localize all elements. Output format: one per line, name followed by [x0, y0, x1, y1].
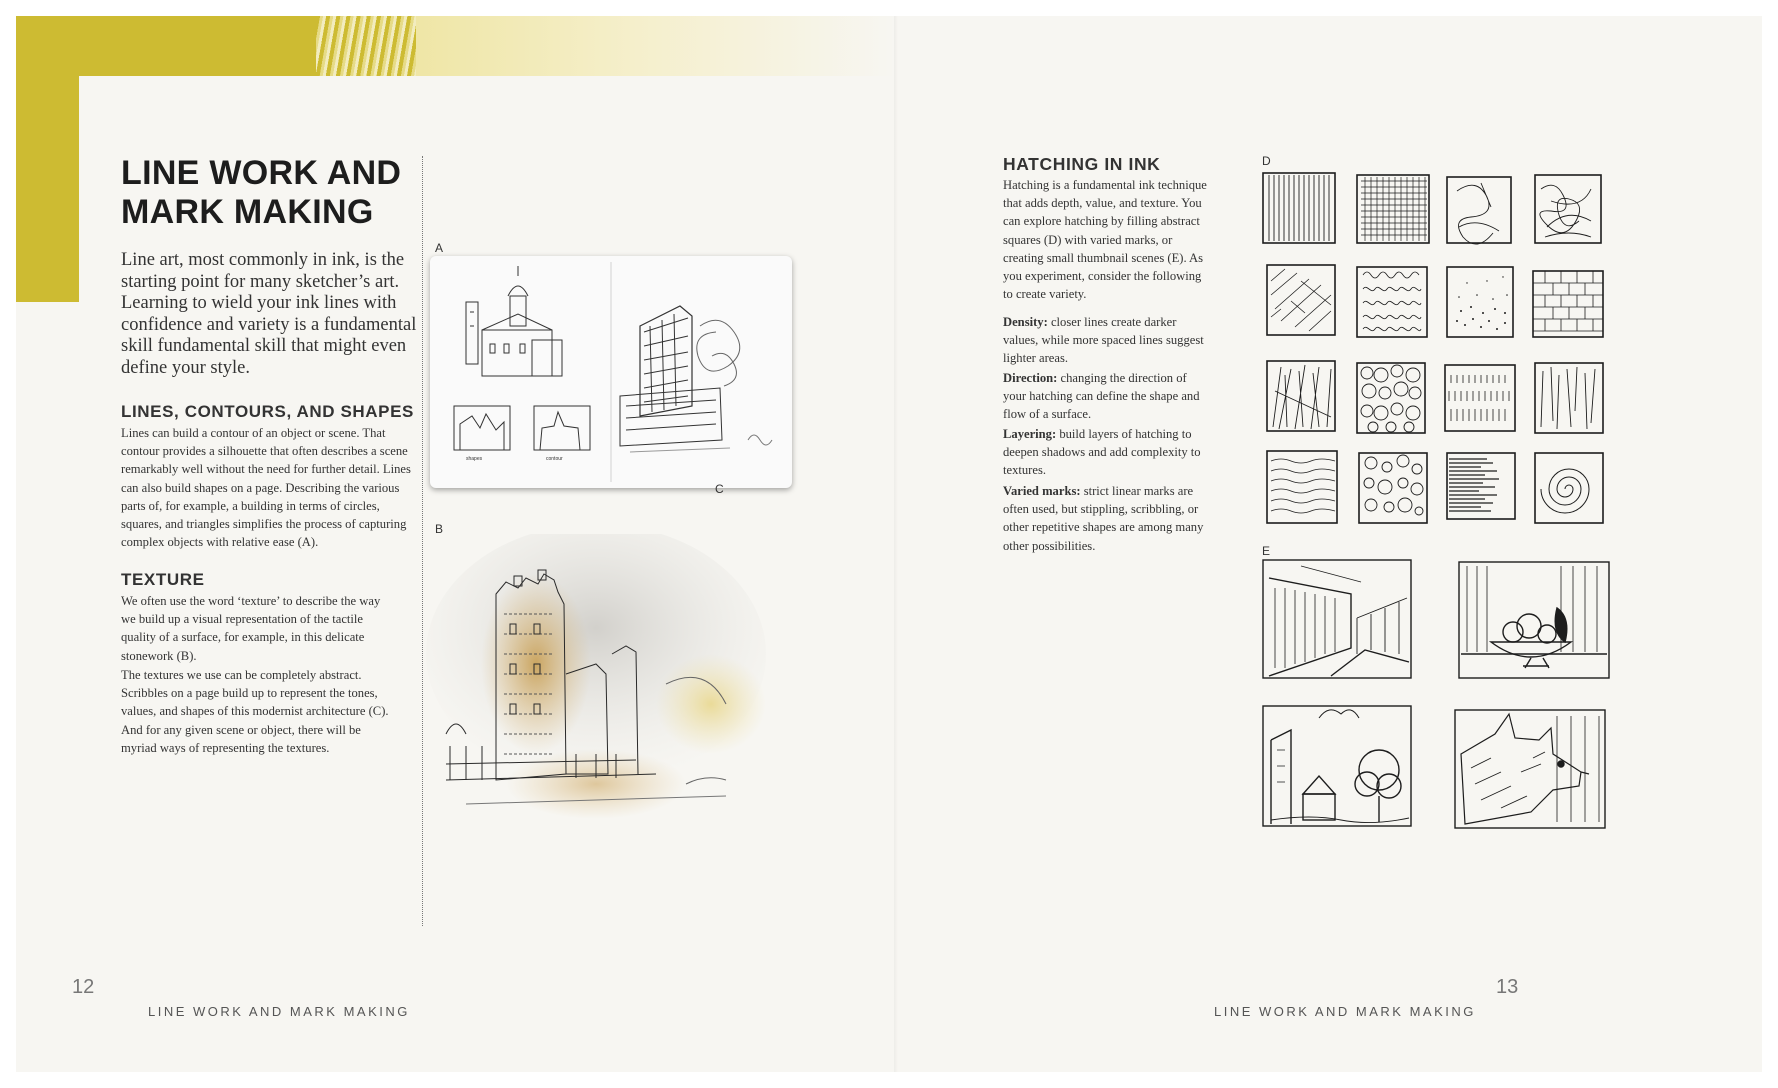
section-body-texture-1: We often use the word ‘texture’ to describe the way we build up a visual representation of the tactile quality of a surface, for example, in this delicate stonework (B). [121, 594, 381, 663]
accent-fade [416, 16, 896, 76]
text-layering: build layers of hatching to deepen shadows and add complexity to textures. [1003, 427, 1201, 478]
square-random-strokes [1267, 361, 1335, 431]
sketchbook-photo [430, 256, 792, 488]
term-density: Density: [1003, 315, 1048, 329]
figure-label-a: A [435, 241, 444, 255]
figure-label-e: E [1262, 544, 1271, 558]
square-spiral [1535, 453, 1603, 523]
hatching-item-layering [1003, 425, 1211, 480]
running-head-left: LINE WORK AND MARK MAKING [148, 1004, 410, 1019]
square-dashes [1445, 365, 1515, 431]
square-crosshatch [1357, 175, 1429, 243]
term-direction: Direction: [1003, 371, 1058, 385]
thumbnail-fruit-bowl [1459, 562, 1609, 678]
figure-label-d: D [1262, 154, 1271, 168]
left-page [16, 16, 896, 1072]
square-wave-lines [1267, 451, 1337, 523]
brush-streak [316, 16, 416, 76]
page-number-right: 13 [1496, 976, 1519, 998]
square-horizontal-gradient [1447, 453, 1515, 519]
stonework-watercolor [426, 534, 766, 834]
hatching-squares [1261, 171, 1621, 531]
sketchbook-drawings [430, 256, 792, 488]
square-loops [1357, 267, 1427, 337]
page-number-left: 12 [72, 976, 95, 998]
thumbnail-scenes [1261, 558, 1621, 848]
square-bricks [1533, 271, 1603, 337]
running-head-right: LINE WORK AND MARK MAKING [1214, 1004, 1476, 1019]
thumbnail-dog [1455, 710, 1605, 828]
square-herringbone [1267, 265, 1335, 335]
term-varied-marks: Varied marks: [1003, 484, 1081, 498]
thumbnail-street [1263, 560, 1411, 678]
term-layering: Layering: [1003, 427, 1057, 441]
hatching-item-varied-marks [1003, 482, 1211, 555]
section-body-texture-2: The textures we use can be completely abstract. Scribbles on a page build up to represent the tones, values, and shapes of this modernist architecture (C). And for any given scene or object, there will be myriad ways of representing the textures. [121, 668, 389, 755]
square-stipple [1447, 267, 1513, 337]
square-dense-scribble [1535, 175, 1601, 243]
text-varied-marks: strict linear marks are often used, but stippling, scribbling, or other repetitive shapes are among many other possibilities. [1003, 484, 1204, 553]
dotted-divider [422, 156, 423, 926]
book-spread [16, 16, 1762, 1072]
page-title: LINE WORK AND MARK MAKING [121, 154, 402, 231]
accent-block [16, 16, 79, 302]
svg-text:shapes: shapes [466, 456, 483, 462]
figure-label-b: B [435, 522, 444, 536]
section-heading-texture: TEXTURE [121, 570, 205, 589]
square-vertical-scratches [1535, 363, 1603, 433]
section-heading-lines: LINES, CONTOURS, AND SHAPES [121, 402, 414, 421]
figure-label-c: C [715, 482, 724, 496]
thumbnail-house-tree [1263, 706, 1411, 826]
section-body-lines: Lines can build a contour of an object or scene. That contour provides a silhouette that often describes a scene remarkably well without the need for further detail. Lines can also build shapes on a page. Describing the various parts of, for example, a building in terms of circles, squares, and triangles simplifies the process of capturing complex objects with relative ease (A). [121, 426, 411, 550]
hatching-intro: Hatching is a fundamental ink technique that adds depth, value, and texture. You can explore hatching by filling abstract squares (D) with varied marks, or creating small thumbnail scenes (E). As you experiment, consider the following to create variety. [1003, 178, 1207, 302]
square-bubbles [1359, 453, 1427, 523]
square-circles [1357, 363, 1425, 433]
square-loose-scribble [1447, 177, 1511, 244]
text-density: closer lines create darker values, while more spaced lines suggest lighter areas. [1003, 315, 1204, 366]
hatching-item-density [1003, 313, 1211, 368]
intro-paragraph: Line art, most commonly in ink, is the starting point for many sketcher’s art. Learning to wield your ink lines with confidence and variety is a fundamental skill fundamental skill that might even define your style. [121, 250, 417, 378]
svg-text:contour: contour [546, 456, 563, 462]
section-heading-hatching: HATCHING IN INK [1003, 154, 1161, 174]
square-vertical-lines [1263, 173, 1335, 243]
text-direction: changing the direction of your hatching can define the shape and flow of a surface. [1003, 371, 1200, 422]
hatching-item-direction [1003, 369, 1211, 424]
right-page [896, 16, 1762, 1072]
